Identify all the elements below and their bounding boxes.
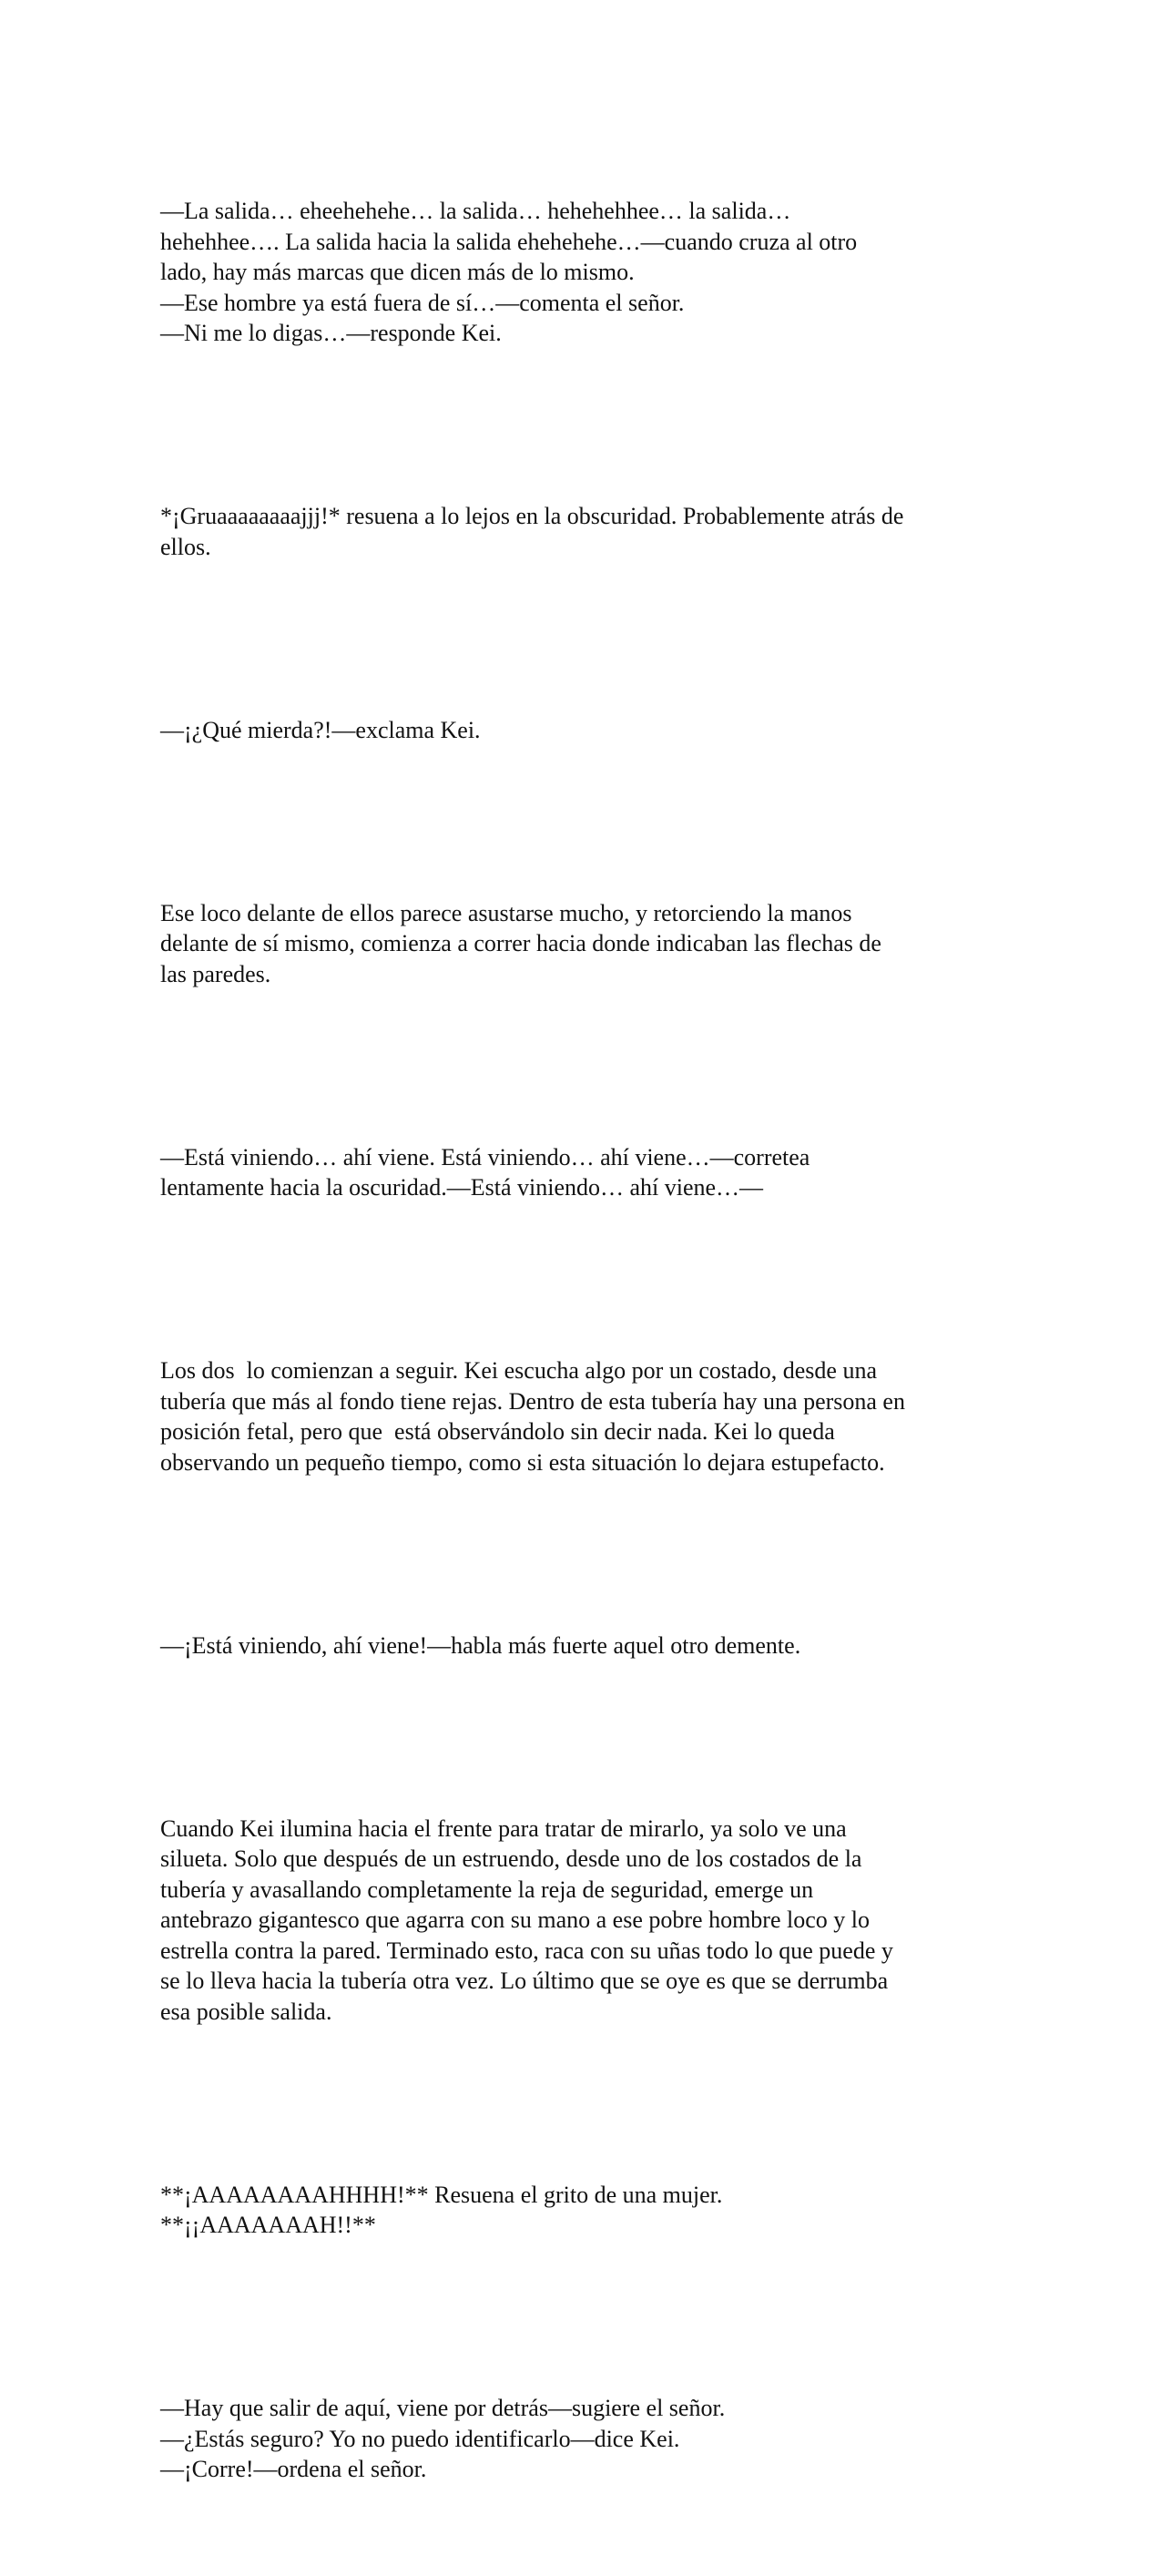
text-line: posición fetal, pero que está observándolo sin decir nada. Kei lo queda [160, 1418, 835, 1445]
text-line: ellos. [160, 533, 211, 560]
text-line: tubería y avasallando completamente la reja de seguridad, emerge un [160, 1876, 814, 1903]
paragraph [160, 837, 998, 1051]
text-line: —Está viniendo… ahí viene. Está viniendo… ahí viene…—corretea [160, 1143, 810, 1170]
text-line: antebrazo gigantesco que agarra con su mano a ese pobre hombre loco y lo [160, 1906, 870, 1933]
text-line: observando un pequeño tiempo, como si esta situación lo dejara estupefacto. [160, 1448, 885, 1476]
text-line: Los dos lo comienzan a seguir. Kei escucha algo por un costado, desde una [160, 1357, 877, 1384]
text-line: las paredes. [160, 960, 271, 987]
text-line: —¿Estás seguro? Yo no puedo identificarlo—dice Kei. [160, 2425, 680, 2452]
text-line: tubería que más al fondo tiene rejas. Dentro de esta tubería hay una persona en [160, 1387, 905, 1415]
text-line: —¡Está viniendo, ahí viene!—habla más fuerte aquel otro demente. [160, 1631, 801, 1659]
text-line: hehehhee…. La salida hacia la salida ehehehehe…—cuando cruza al otro [160, 228, 858, 255]
text-line: estrella contra la pared. Terminado esto, raca con su uñas todo lo que puede y [160, 1937, 893, 1964]
paragraph [160, 1569, 998, 1722]
paragraph [160, 654, 998, 807]
text-line: silueta. Solo que después de un estruendo, desde uno de los costados de la [160, 1845, 862, 1872]
paragraph [160, 440, 998, 623]
text-line: *¡Gruaaaaaaaajjj!* resuena a lo lejos en la obscuridad. Probablemente atrás de [160, 503, 904, 529]
document-body [160, 135, 998, 2576]
paragraph [160, 135, 998, 410]
text-line: Cuando Kei ilumina hacia el frente para tratar de mirarlo, ya solo ve una [160, 1814, 847, 1842]
text-line: **¡AAAAAAAAHHHH!** Resuena el grito de una mujer. [160, 2181, 723, 2208]
text-line: —Ese hombre ya está fuera de sí…—comenta el señor. [160, 289, 685, 316]
text-line: lado, hay más marcas que dicen más de lo mismo. [160, 259, 635, 285]
paragraph [160, 2119, 998, 2302]
text-line: esa posible salida. [160, 1998, 332, 2025]
text-line: se lo lleva hacia la tubería otra vez. Lo último que se oye es que se derrumba [160, 1968, 889, 1994]
text-line: **¡¡AAAAAAAH!!** [160, 2212, 376, 2238]
text-line: delante de sí mismo, comienza a correr hacia donde indicaban las flechas de [160, 930, 881, 956]
text-line: —¡Corre!—ordena el señor. [160, 2456, 427, 2482]
text-line: lentamente hacia la oscuridad.—Está viniendo… ahí viene…— [160, 1174, 764, 1201]
paragraph [160, 1753, 998, 2089]
text-line: Ese loco delante de ellos parece asustarse mucho, y retorciendo la manos [160, 899, 852, 926]
paragraph [160, 1081, 998, 1264]
text-line: —La salida… eheehehehe… la salida… hehehehhee… la salida… [160, 198, 791, 224]
text-line: —Ni me lo digas…—responde Kei. [160, 320, 502, 346]
paragraph [160, 2332, 998, 2546]
text-line: —¡¿Qué mierda?!—exclama Kei. [160, 716, 481, 743]
paragraph [160, 1294, 998, 1538]
text-line: —Hay que salir de aquí, viene por detrás—sugiere el señor. [160, 2395, 726, 2421]
